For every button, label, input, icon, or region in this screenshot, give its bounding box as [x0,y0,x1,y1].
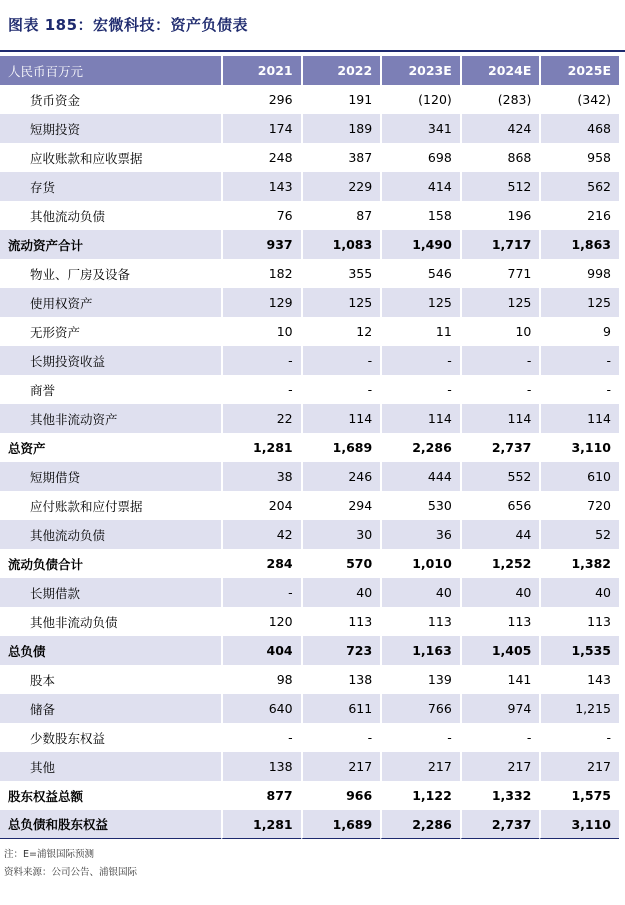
cell-value: 76 [221,201,301,230]
table-row [0,578,619,607]
source-note: 资料来源：公司公告、浦银国际 [4,867,138,878]
cell-value: 141 [460,665,540,694]
cell-value: 3,110 [539,433,619,462]
cell-value: 998 [539,259,619,288]
forecast-note: 注：E=浦银国际预测 [4,849,94,860]
row-label: 长期借款 [0,578,221,607]
row-label: 少数股东权益 [30,730,106,746]
row-label: 物业、厂房及设备 [30,266,131,282]
cell-value: 387 [301,143,381,172]
cell-value: 2,737 [460,810,540,839]
table-row [0,346,619,375]
table-total-row [0,781,619,810]
cell-value: 174 [221,114,301,143]
table-row [0,752,619,781]
table-total-row [0,230,619,259]
cell-value: 512 [460,172,540,201]
cell-value: - [221,375,301,404]
cell-value: 720 [539,491,619,520]
row-label: 使用权资产 [0,288,221,317]
row-label: 其他流动负债 [0,520,221,549]
cell-value: 771 [460,259,540,288]
row-label: 总负债 [0,636,221,665]
cell-value: 36 [380,520,460,549]
cell-value: 1,535 [539,636,619,665]
cell-value: 2,737 [460,433,540,462]
cell-value: 114 [380,404,460,433]
cell-value: - [221,346,301,375]
cell-value: 189 [301,114,381,143]
cell-value: 1,163 [380,636,460,665]
balance-sheet-table [0,56,619,839]
cell-value: - [460,346,540,375]
row-label: 流动资产合计 [0,230,221,259]
table-row [0,85,619,114]
cell-value: 125 [539,288,619,317]
cell-value: 562 [539,172,619,201]
cell-value: 204 [221,491,301,520]
cell-value: - [221,723,301,752]
cell-value: 1,490 [380,230,460,259]
cell-value: 3,110 [539,810,619,839]
cell-value: 1,405 [460,636,540,665]
cell-value: 530 [380,491,460,520]
cell-value: 114 [539,404,619,433]
cell-value: 10 [460,317,540,346]
cell-value: 125 [301,288,381,317]
header-unit-label: 人民币百万元 [0,56,221,85]
cell-value: 44 [460,520,540,549]
row-label: 长期投资收益 [0,346,221,375]
table-total-row [0,433,619,462]
cell-value: 40 [301,578,381,607]
cell-value: (342) [539,85,619,114]
cell-value: 974 [460,694,540,723]
cell-value: 191 [301,85,381,114]
row-label: 储备 [0,694,221,723]
cell-value: 40 [380,578,460,607]
cell-value: 294 [301,491,381,520]
cell-value: - [301,346,381,375]
cell-value: 1,382 [539,549,619,578]
cell-value: 125 [460,288,540,317]
row-label: 短期借贷 [0,462,221,491]
cell-value: 12 [301,317,381,346]
cell-value: 10 [221,317,301,346]
cell-value: - [539,375,619,404]
cell-value: 129 [221,288,301,317]
table-row [0,317,619,346]
cell-value: 546 [380,259,460,288]
cell-value: (283) [460,85,540,114]
cell-value: 40 [539,578,619,607]
cell-value: - [301,723,381,752]
cell-value: 22 [221,404,301,433]
table-row [0,114,619,143]
cell-value: - [380,346,460,375]
table-row [0,607,619,636]
table-row [0,520,619,549]
cell-value: 11 [380,317,460,346]
cell-value: 570 [301,549,381,578]
cell-value: 229 [301,172,381,201]
row-label: 应付账款和应付票据 [30,498,143,514]
header-year: 2023E [380,56,460,85]
figure-title: 图表 185：宏微科技：资产负债表 [8,16,249,34]
title-divider [0,50,625,52]
cell-value: 424 [460,114,540,143]
row-label: 其他流动负债 [30,208,106,224]
cell-value: 610 [539,462,619,491]
cell-value: 42 [221,520,301,549]
cell-value: - [539,346,619,375]
cell-value: 1,215 [539,694,619,723]
cell-value: 158 [380,201,460,230]
cell-value: 182 [221,259,301,288]
cell-value: 52 [539,520,619,549]
cell-value: 114 [301,404,381,433]
cell-value: 143 [221,172,301,201]
row-label: 其他非流动负债 [30,614,118,630]
table-row [0,201,619,230]
row-label: 商誉 [30,382,56,398]
cell-value: 877 [221,781,301,810]
cell-value: 966 [301,781,381,810]
cell-value: 611 [301,694,381,723]
cell-value: - [221,578,301,607]
cell-value: 217 [539,752,619,781]
cell-value: 1,083 [301,230,381,259]
cell-value: 138 [301,665,381,694]
cell-value: 355 [301,259,381,288]
cell-value: 1,281 [221,810,301,839]
cell-value: 30 [301,520,381,549]
cell-value: (120) [380,85,460,114]
cell-value: 444 [380,462,460,491]
cell-value: 414 [380,172,460,201]
table-row [0,462,619,491]
cell-value: 868 [460,143,540,172]
table-row [0,172,619,201]
row-label: 流动负债合计 [8,556,84,572]
header-year: 2021 [221,56,301,85]
cell-value: 38 [221,462,301,491]
cell-value: - [460,723,540,752]
cell-value: - [301,375,381,404]
table-row [0,288,619,317]
cell-value: - [380,375,460,404]
cell-value: 2,286 [380,810,460,839]
table-row [0,143,619,172]
cell-value: 113 [301,607,381,636]
cell-value: 217 [380,752,460,781]
cell-value: 120 [221,607,301,636]
cell-value: 248 [221,143,301,172]
cell-value: 114 [460,404,540,433]
table-total-row [0,636,619,665]
table-total-row [0,810,619,839]
cell-value: - [539,723,619,752]
table-total-row [0,549,619,578]
table-row [0,375,619,404]
table-row [0,404,619,433]
cell-value: 196 [460,201,540,230]
row-label: 短期投资 [0,114,221,143]
cell-value: - [380,723,460,752]
header-year: 2024E [460,56,540,85]
row-label: 货币资金 [30,92,81,108]
cell-value: 125 [380,288,460,317]
cell-value: 341 [380,114,460,143]
header-year: 2025E [539,56,619,85]
cell-value: 296 [221,85,301,114]
cell-value: 640 [221,694,301,723]
cell-value: 2,286 [380,433,460,462]
cell-value: 98 [221,665,301,694]
row-label: 应收账款和应收票据 [30,150,143,166]
cell-value: 1,281 [221,433,301,462]
cell-value: 143 [539,665,619,694]
cell-value: 1,332 [460,781,540,810]
cell-value: 40 [460,578,540,607]
cell-value: 766 [380,694,460,723]
table-row [0,665,619,694]
row-label: 其他非流动资产 [0,404,221,433]
cell-value: 1,252 [460,549,540,578]
cell-value: 1,575 [539,781,619,810]
table-header-row [0,56,619,85]
cell-value: 113 [380,607,460,636]
row-label: 股东权益总额 [8,788,84,804]
cell-value: 937 [221,230,301,259]
cell-value: 139 [380,665,460,694]
cell-value: 404 [221,636,301,665]
cell-value: 1,122 [380,781,460,810]
cell-value: 9 [539,317,619,346]
cell-value: 246 [301,462,381,491]
cell-value: 1,689 [301,433,381,462]
row-label: 总负债和股东权益 [0,810,221,839]
cell-value: 284 [221,549,301,578]
cell-value: 1,689 [301,810,381,839]
table-row [0,723,619,752]
cell-value: 958 [539,143,619,172]
cell-value: 552 [460,462,540,491]
cell-value: 113 [539,607,619,636]
table-row [0,694,619,723]
cell-value: 1,717 [460,230,540,259]
cell-value: 1,010 [380,549,460,578]
row-label: 股本 [30,672,56,688]
row-label: 总资产 [8,440,46,456]
cell-value: 138 [221,752,301,781]
cell-value: 87 [301,201,381,230]
cell-value: 216 [539,201,619,230]
table-row [0,491,619,520]
cell-value: - [460,375,540,404]
cell-value: 723 [301,636,381,665]
cell-value: 656 [460,491,540,520]
row-label: 存货 [0,172,221,201]
cell-value: 217 [301,752,381,781]
table-row [0,259,619,288]
row-label: 其他 [0,752,221,781]
row-label: 无形资产 [30,324,81,340]
cell-value: 1,863 [539,230,619,259]
cell-value: 113 [460,607,540,636]
header-year: 2022 [301,56,381,85]
cell-value: 217 [460,752,540,781]
cell-value: 468 [539,114,619,143]
cell-value: 698 [380,143,460,172]
